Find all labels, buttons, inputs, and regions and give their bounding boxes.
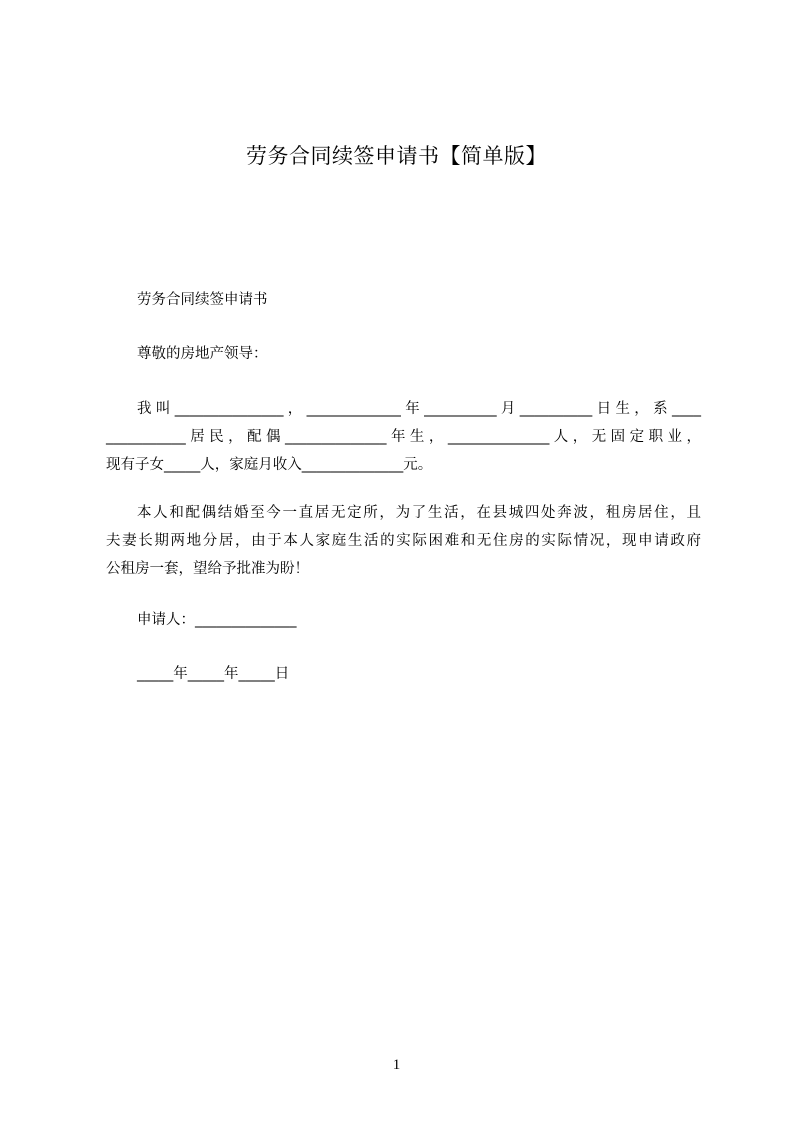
- salutation: 尊敬的房地产领导：: [137, 346, 268, 362]
- info-line-2: ___________居民，配偶______________年生，______________人，无固定职业，: [106, 429, 701, 445]
- body-line-2: 夫妻长期两地分居，由于本人家庭生活的实际困难和无住房的实际情况，现申请政府: [106, 533, 701, 549]
- info-line-1: 我叫_______________，_____________年__________月__________日生，系____: [137, 401, 701, 417]
- page-number: 1: [392, 1057, 401, 1073]
- info-line-3: 现有子女_____人，家庭月收入______________元。: [106, 457, 433, 473]
- applicant-signature-line: 申请人：______________: [137, 612, 297, 628]
- body-line-1: 本人和配偶结婚至今一直居无定所，为了生活，在县城四处奔波，租房居住，且: [137, 505, 701, 521]
- body-line-3: 公租房一套，望给予批准为盼！: [106, 561, 309, 577]
- request-paragraph: [106, 499, 701, 583]
- date-line: _____年_____年_____日: [137, 666, 290, 682]
- document-title: 劳务合同续签申请书【简单版】: [246, 144, 547, 168]
- document-heading: 劳务合同续签申请书: [137, 292, 268, 308]
- personal-info-paragraph: [106, 395, 701, 479]
